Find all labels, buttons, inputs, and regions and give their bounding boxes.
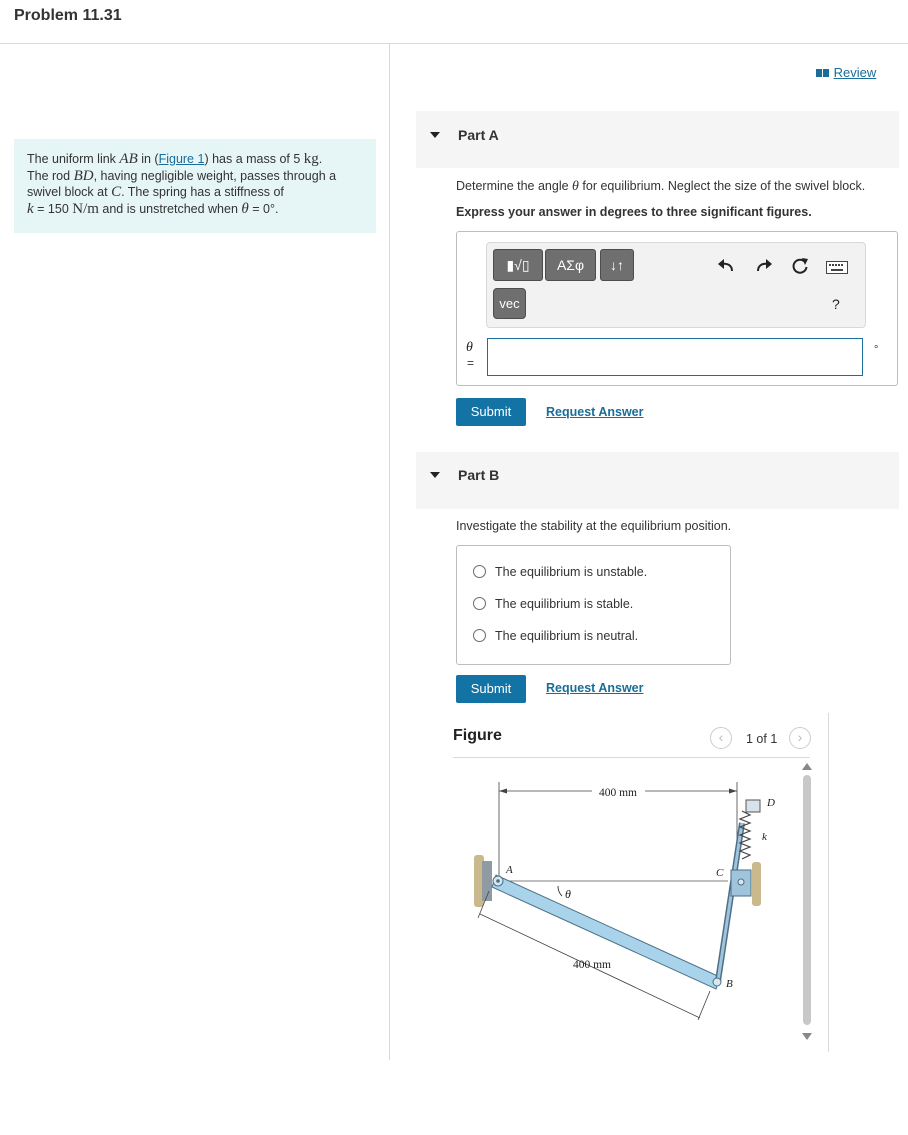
arrows-button[interactable]: ↓↑ [600,249,634,281]
answer-variable: θ [466,340,473,355]
vec-button[interactable]: vec [493,288,526,319]
problem-text: The uniform link [27,152,120,166]
help-button[interactable]: ? [832,296,840,312]
radio-button[interactable] [473,565,486,578]
question-text: for equilibrium. Neglect the size of the swivel block. [578,179,866,193]
math-ab: AB [119,151,138,167]
choice-label: The equilibrium is stable. [495,597,634,611]
figure-pager: 1 of 1 [746,732,778,746]
choice-label: The equilibrium is neutral. [495,629,639,643]
problem-text: The rod [27,168,74,183]
column-divider [389,44,390,1060]
part-a-submit-button[interactable]: Submit [456,398,526,426]
problem-text: . The spring has a stiffness of [121,185,284,199]
part-a-instruction: Express your answer in degrees to three significant figures. [456,205,812,219]
dim-top-label: 400 mm [598,787,638,799]
label-k: k [762,831,767,843]
figure-panel-border [828,713,829,1052]
question-text: Determine the angle [456,179,573,193]
answer-unit: ° [874,344,879,356]
dim-bottom-label: 400 mm [572,959,612,971]
book-icon [816,68,830,78]
problem-text: ) has a mass of 5 [204,152,304,166]
figure-title: Figure [453,727,502,744]
label-b: B [726,978,733,990]
theta-label: θ [565,887,571,901]
answer-input[interactable] [487,338,863,376]
spring-cap-d [746,800,760,812]
problem-text: in ( [137,152,159,166]
problem-statement [14,139,376,233]
review-label: Review [833,65,877,80]
part-b-question: Investigate the stability at the equilibrium position. [456,519,732,533]
wall-c [752,862,761,906]
figure-link[interactable]: Figure 1 [158,152,205,166]
spring-k [740,811,750,859]
reset-icon[interactable] [790,256,810,276]
math-kg: kg [303,151,319,167]
choice-neutral[interactable] [473,629,638,643]
problem-text: and is unstretched when [98,201,242,216]
keyboard-icon[interactable] [826,261,848,274]
figure-divider [453,757,810,758]
equals-sign: = [467,356,475,370]
part-a-request-answer[interactable]: Request Answer [546,405,644,419]
scroll-up-icon[interactable] [801,763,813,771]
choice-stable[interactable] [473,597,633,611]
problem-text: , having negligible weight, passes through a [93,168,337,183]
math-bd: BD [73,167,94,184]
math-theta: θ [241,200,249,217]
review-link[interactable] [816,65,876,80]
part-a-label: Part A [458,127,499,143]
math-toolbar [486,242,866,328]
part-b-header[interactable] [416,452,899,509]
scroll-down-icon[interactable] [801,1033,813,1041]
page-title: Problem 11.31 [14,7,122,24]
choice-unstable[interactable] [473,565,647,579]
pin-b [713,978,721,986]
math-c: C [111,184,122,200]
part-b-label: Part B [458,467,500,483]
prev-figure-button[interactable]: ‹ [710,727,732,749]
part-a-header[interactable] [416,111,899,168]
problem-text: swivel block at [27,185,112,199]
mechanism-figure [460,770,790,1030]
redo-icon[interactable] [754,257,774,275]
scrollbar-thumb[interactable] [803,775,811,1025]
problem-text: = 0°. [248,201,279,216]
math-unit: N/m [72,200,99,217]
problem-text: . [318,152,323,166]
link-ab [492,875,720,989]
problem-text: = 150 [33,201,73,216]
next-figure-button[interactable]: › [789,727,811,749]
part-b-submit-button[interactable]: Submit [456,675,526,703]
label-a: A [506,864,513,876]
radio-button[interactable] [473,597,486,610]
label-d: D [767,797,775,809]
math-theta: θ [572,179,579,194]
greek-button[interactable]: ΑΣφ [545,249,596,281]
radio-button[interactable] [473,629,486,642]
math-k: k [27,200,34,217]
label-c: C [716,867,724,879]
undo-icon[interactable] [716,257,736,275]
choice-label: The equilibrium is unstable. [495,565,648,579]
part-b-request-answer[interactable]: Request Answer [546,681,644,695]
part-a-question [456,179,865,195]
collapse-icon [430,132,440,138]
templates-button[interactable]: ▮√▯ [493,249,543,281]
header-divider [0,43,908,44]
collapse-icon [430,472,440,478]
